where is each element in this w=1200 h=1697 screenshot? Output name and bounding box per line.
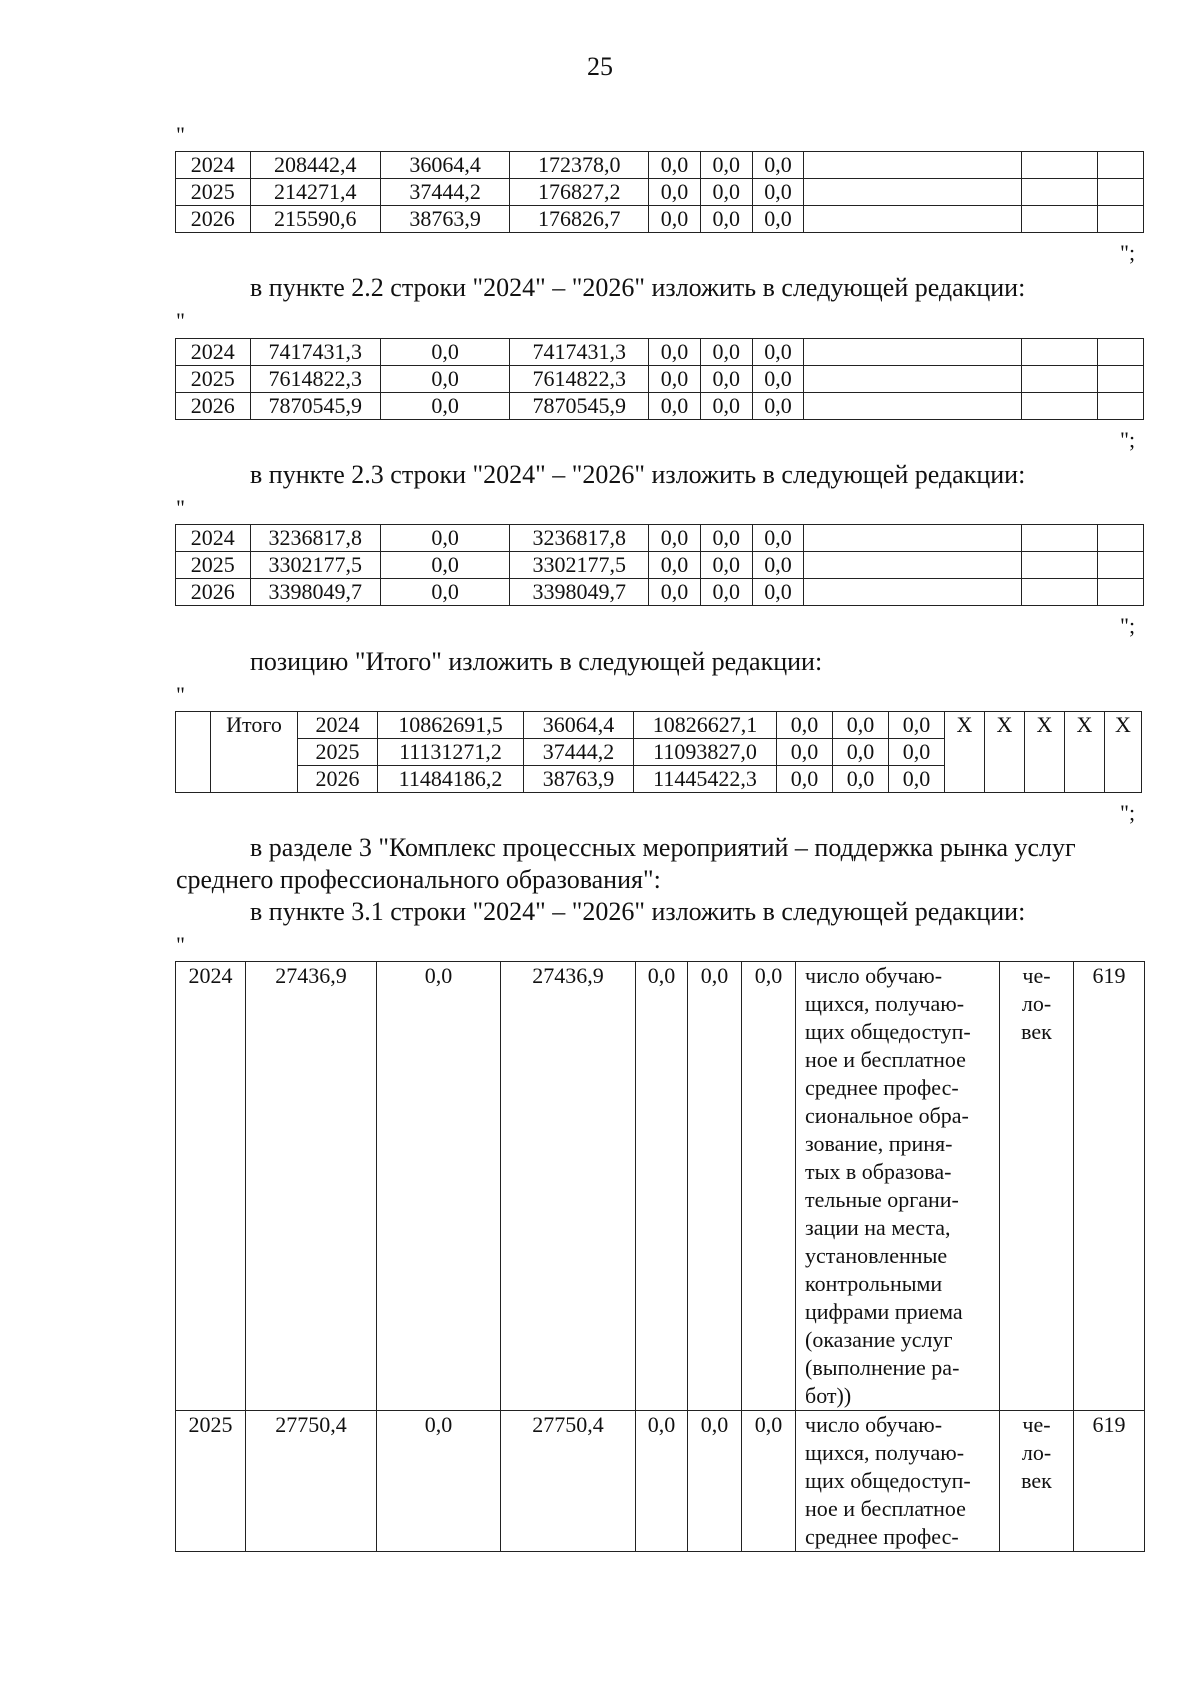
indicator-cell xyxy=(804,179,1021,206)
value-cell: 0,0 xyxy=(649,366,701,393)
value-cell: 0,0 xyxy=(649,339,701,366)
federal-cell: 38763,9 xyxy=(380,206,509,233)
value-cell: 0,0 xyxy=(752,366,804,393)
table-row xyxy=(176,552,1144,579)
value-cell: 0,0 xyxy=(833,712,889,739)
value-cell: 0,0 xyxy=(752,339,804,366)
instruction-2-2: в пункте 2.2 строки "2024" – "2026" изложить в следующей редакции: xyxy=(250,273,1026,302)
total-cell: 208442,4 xyxy=(250,152,380,179)
regional-cell: 176827,2 xyxy=(510,179,649,206)
close-quote: "; xyxy=(1120,800,1136,825)
regional-cell: 7417431,3 xyxy=(510,339,649,366)
federal-cell: 0,0 xyxy=(380,366,509,393)
table-row xyxy=(176,393,1144,420)
regional-cell: 10826627,1 xyxy=(634,712,777,739)
itogo-table xyxy=(175,711,1142,793)
target-cell xyxy=(1098,152,1144,179)
table-row xyxy=(176,1411,1145,1552)
x-mark: X xyxy=(945,712,985,793)
value-cell: 0,0 xyxy=(742,962,796,1411)
value-cell: 0,0 xyxy=(649,579,701,606)
indicator-cell: число обучаю- щихся, получаю- щих общедоступ- ное и бесплатное среднее профес- xyxy=(796,1411,1000,1552)
year-cell: 2024 xyxy=(176,962,246,1411)
empty-cell xyxy=(176,712,211,793)
total-cell: 3302177,5 xyxy=(250,552,380,579)
total-cell: 3236817,8 xyxy=(250,525,380,552)
table-row xyxy=(176,152,1144,179)
value-cell: 0,0 xyxy=(700,579,752,606)
total-cell: 27750,4 xyxy=(246,1411,377,1552)
federal-cell: 0,0 xyxy=(380,393,509,420)
instruction-2-3: в пункте 2.3 строки "2024" – "2026" изложить в следующей редакции: xyxy=(250,460,1026,489)
indicator-cell xyxy=(804,152,1021,179)
table-row xyxy=(176,712,1142,739)
open-quote: " xyxy=(176,932,185,957)
total-cell: 11484186,2 xyxy=(378,766,524,793)
unit-cell xyxy=(1021,393,1098,420)
federal-cell: 36064,4 xyxy=(380,152,509,179)
target-cell: 619 xyxy=(1074,1411,1145,1552)
regional-cell: 27436,9 xyxy=(501,962,636,1411)
value-cell: 0,0 xyxy=(752,179,804,206)
value-cell: 0,0 xyxy=(742,1411,796,1552)
open-quote: " xyxy=(176,308,185,333)
federal-cell: 0,0 xyxy=(377,1411,501,1552)
target-cell xyxy=(1098,179,1144,206)
year-cell: 2026 xyxy=(176,579,251,606)
total-cell: 10862691,5 xyxy=(378,712,524,739)
target-cell xyxy=(1098,206,1144,233)
x-mark: X xyxy=(985,712,1025,793)
value-cell: 0,0 xyxy=(833,739,889,766)
unit-cell: че- ло- век xyxy=(1000,1411,1074,1552)
total-cell: 214271,4 xyxy=(250,179,380,206)
table-row xyxy=(176,962,1145,1411)
indicator-cell xyxy=(804,393,1021,420)
value-cell: 0,0 xyxy=(752,206,804,233)
federal-cell: 0,0 xyxy=(377,962,501,1411)
indicator-cell xyxy=(804,206,1021,233)
total-cell: 215590,6 xyxy=(250,206,380,233)
value-cell: 0,0 xyxy=(700,152,752,179)
indicator-cell xyxy=(804,339,1021,366)
federal-cell: 36064,4 xyxy=(524,712,634,739)
total-cell: 7417431,3 xyxy=(250,339,380,366)
year-cell: 2026 xyxy=(298,766,378,793)
funding-table-block2 xyxy=(175,338,1144,420)
federal-cell: 37444,2 xyxy=(524,739,634,766)
unit-cell xyxy=(1021,552,1098,579)
close-quote: "; xyxy=(1120,613,1136,638)
value-cell: 0,0 xyxy=(636,1411,688,1552)
unit-cell xyxy=(1021,152,1098,179)
value-cell: 0,0 xyxy=(752,525,804,552)
value-cell: 0,0 xyxy=(649,393,701,420)
open-quote: " xyxy=(176,122,185,147)
value-cell: 0,0 xyxy=(777,766,833,793)
year-cell: 2024 xyxy=(176,152,251,179)
funding-table-block3 xyxy=(175,524,1144,606)
value-cell: 0,0 xyxy=(649,152,701,179)
value-cell: 0,0 xyxy=(700,206,752,233)
regional-cell: 27750,4 xyxy=(501,1411,636,1552)
year-cell: 2024 xyxy=(176,339,251,366)
year-cell: 2025 xyxy=(176,179,251,206)
year-cell: 2026 xyxy=(176,206,251,233)
unit-cell xyxy=(1021,339,1098,366)
year-cell: 2025 xyxy=(176,366,251,393)
table-row xyxy=(176,366,1144,393)
value-cell: 0,0 xyxy=(889,712,945,739)
regional-cell: 172378,0 xyxy=(510,152,649,179)
value-cell: 0,0 xyxy=(777,739,833,766)
federal-cell: 38763,9 xyxy=(524,766,634,793)
regional-cell: 3236817,8 xyxy=(510,525,649,552)
federal-cell: 0,0 xyxy=(380,339,509,366)
target-cell xyxy=(1098,366,1144,393)
regional-cell: 11445422,3 xyxy=(634,766,777,793)
value-cell: 0,0 xyxy=(889,739,945,766)
value-cell: 0,0 xyxy=(833,766,889,793)
total-cell: 11131271,2 xyxy=(378,739,524,766)
year-cell: 2025 xyxy=(176,552,251,579)
value-cell: 0,0 xyxy=(752,393,804,420)
unit-cell xyxy=(1021,579,1098,606)
value-cell: 0,0 xyxy=(777,712,833,739)
federal-cell: 0,0 xyxy=(380,525,509,552)
year-cell: 2025 xyxy=(176,1411,246,1552)
unit-cell xyxy=(1021,525,1098,552)
target-cell: 619 xyxy=(1074,962,1145,1411)
value-cell: 0,0 xyxy=(649,525,701,552)
itogo-label: Итого xyxy=(211,712,298,793)
unit-cell xyxy=(1021,206,1098,233)
total-cell: 7614822,3 xyxy=(250,366,380,393)
close-quote: "; xyxy=(1120,240,1136,265)
value-cell: 0,0 xyxy=(649,179,701,206)
x-mark: X xyxy=(1025,712,1065,793)
value-cell: 0,0 xyxy=(649,552,701,579)
indicator-cell xyxy=(804,525,1021,552)
value-cell: 0,0 xyxy=(752,579,804,606)
value-cell: 0,0 xyxy=(752,152,804,179)
close-quote: "; xyxy=(1120,427,1136,452)
unit-cell xyxy=(1021,179,1098,206)
total-cell: 27436,9 xyxy=(246,962,377,1411)
value-cell: 0,0 xyxy=(700,393,752,420)
indicator-cell xyxy=(804,366,1021,393)
table-row xyxy=(176,339,1144,366)
federal-cell: 0,0 xyxy=(380,552,509,579)
value-cell: 0,0 xyxy=(889,766,945,793)
regional-cell: 11093827,0 xyxy=(634,739,777,766)
year-cell: 2024 xyxy=(298,712,378,739)
unit-cell xyxy=(1021,366,1098,393)
value-cell: 0,0 xyxy=(700,525,752,552)
unit-cell: че- ло- век xyxy=(1000,962,1074,1411)
target-cell xyxy=(1098,579,1144,606)
table-row xyxy=(176,206,1144,233)
target-cell xyxy=(1098,525,1144,552)
value-cell: 0,0 xyxy=(636,962,688,1411)
x-mark: X xyxy=(1065,712,1105,793)
indicator-cell: число обучаю- щихся, получаю- щих общедоступ- ное и бесплатное среднее профес- сиональное обра- зование, приня- тых в образова- тельные органи- зации на места, установленные контрольными цифрами приема (оказание услуг (выполнение ра- бот)) xyxy=(796,962,1000,1411)
year-cell: 2025 xyxy=(298,739,378,766)
federal-cell: 37444,2 xyxy=(380,179,509,206)
indicator-cell xyxy=(804,579,1021,606)
x-mark: X xyxy=(1105,712,1142,793)
value-cell: 0,0 xyxy=(649,206,701,233)
funding-table-block1 xyxy=(175,151,1144,233)
target-cell xyxy=(1098,393,1144,420)
regional-cell: 3398049,7 xyxy=(510,579,649,606)
value-cell: 0,0 xyxy=(700,552,752,579)
value-cell: 0,0 xyxy=(700,179,752,206)
total-cell: 7870545,9 xyxy=(250,393,380,420)
year-cell: 2024 xyxy=(176,525,251,552)
target-cell xyxy=(1098,552,1144,579)
section3-heading-line2: среднего профессионального образования": xyxy=(176,865,661,894)
regional-cell: 3302177,5 xyxy=(510,552,649,579)
table-row xyxy=(176,525,1144,552)
year-cell: 2026 xyxy=(176,393,251,420)
instruction-3-1: в пункте 3.1 строки "2024" – "2026" изложить в следующей редакции: xyxy=(250,897,1026,926)
regional-cell: 7870545,9 xyxy=(510,393,649,420)
regional-cell: 7614822,3 xyxy=(510,366,649,393)
indicator-cell xyxy=(804,552,1021,579)
instruction-itogo: позицию "Итого" изложить в следующей редакции: xyxy=(250,647,823,676)
total-cell: 3398049,7 xyxy=(250,579,380,606)
regional-cell: 176826,7 xyxy=(510,206,649,233)
funding-table-block4 xyxy=(175,961,1145,1552)
value-cell: 0,0 xyxy=(752,552,804,579)
value-cell: 0,0 xyxy=(688,1411,742,1552)
target-cell xyxy=(1098,339,1144,366)
page-number: 25 xyxy=(587,52,613,81)
value-cell: 0,0 xyxy=(700,366,752,393)
table-row xyxy=(176,179,1144,206)
federal-cell: 0,0 xyxy=(380,579,509,606)
open-quote: " xyxy=(176,495,185,520)
table-row xyxy=(176,579,1144,606)
section3-heading-line1: в разделе 3 "Комплекс процессных мероприятий – поддержка рынка услуг xyxy=(250,833,1076,862)
open-quote: " xyxy=(176,682,185,707)
value-cell: 0,0 xyxy=(700,339,752,366)
value-cell: 0,0 xyxy=(688,962,742,1411)
